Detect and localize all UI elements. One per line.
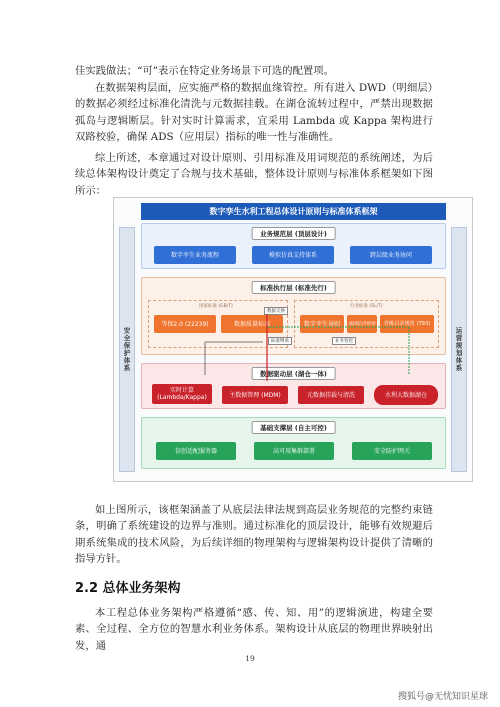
box-simulation: 模拟仿真支持体系: [252, 246, 334, 264]
security-bar-label: 安全保护体系: [122, 327, 131, 372]
layer-base-title: 基础支撑层 (自主可控): [251, 421, 336, 434]
box-twin-guideline: 数字孪生导则: [300, 315, 344, 333]
tag-business-control: 业务管控: [332, 337, 356, 345]
industry-standards-label: 行业标准 (SL/T): [350, 304, 383, 309]
layer-standards: [141, 277, 446, 355]
box-mdm: 主数据管理 (MDM): [222, 386, 288, 404]
diagram-title: 数字孪生水利工程总体设计原则与标准体系框架: [141, 203, 446, 220]
layer-data: [141, 363, 446, 409]
paragraph-1: 佳实践做法；“可”表示在特定业务场景下可选的配置项。: [75, 65, 334, 77]
section-heading: 2.2 总体业务架构: [75, 581, 181, 596]
operation-bar-label: 运营规划体系: [454, 327, 463, 372]
box-data-lake: 水利大数据湖仓: [374, 385, 438, 405]
box-flood-plan: 流域防洪规划: [347, 315, 377, 333]
national-standards-label: 国家标准 (GB/T): [199, 304, 233, 309]
box-mlps: 等保2.0 (22239): [154, 315, 216, 333]
layer-standards-title: 标准执行层 (标准先行): [251, 281, 336, 294]
box-cross-level: 跨层级业务协同: [350, 246, 432, 264]
watermark-text: 搜狐号@无忧知识星球: [397, 692, 488, 702]
box-ha-cluster: 高可用集群部署: [254, 442, 334, 460]
box-metadata: 元数据挂载与清洗: [298, 386, 364, 404]
box-realtime: 实时计算 (Lambda/Kappa): [152, 384, 212, 404]
layer-data-title: 数据驱动层 (湖仓一体): [251, 367, 336, 380]
box-security-gateway: 安全防护网关: [352, 442, 432, 460]
layer-business-title: 业务规范层 (顶层设计): [251, 227, 336, 240]
paragraph-5: 本工程总体业务架构严格遵循“感、传、知、用”的逻辑演进，构建全要素、全过程、全方位的智慧水利业务体系。架构设计从底层的物理世界映射出发，通: [75, 607, 433, 652]
box-data-quality: 数据质量标准: [221, 315, 283, 333]
paragraph-4: 如上图所示，该框架涵盖了从底层法律法规到高层业务规范的完整约束链条，明确了系统建设的边界与准则。通过标准化的顶层设计，能够有效规避后期系统集成的技术风险，为后续详细的物理架构与逻辑架构设计提供了清晰的指导方针。: [75, 504, 433, 566]
box-twin-process: 数字孪生业务流程: [154, 246, 236, 264]
security-bar: [119, 227, 135, 472]
layer-base: [141, 417, 446, 469]
tag-data-exchange: 数据交换: [264, 307, 288, 315]
paragraph-2: 在数据架构层面，应实施严格的数据血缘管控。所有进入 DWD（明细层）的数据必须经过标准化清洗与元数据挂载。在湖仓流转过程中，严禁出现数据孤岛与逻辑断层。针对实时计算需求，宜采用 Lambda 或 Kappa 架构进行双路校验，确保 ADS（应用层）指标的唯一性与准确性。: [75, 82, 433, 144]
layer-business: [141, 223, 446, 269]
framework-diagram: [113, 197, 473, 482]
operation-bar: [451, 227, 467, 472]
page-number: 19: [245, 654, 255, 663]
tag-standard-inherit: 标准继承: [268, 337, 292, 345]
box-xinchuang-server: 信创适配服务器: [156, 442, 236, 460]
box-provincial-catalog: 省级目录规范 (T93): [380, 315, 434, 333]
paragraph-3: 综上所述，本章通过对设计原则、引用标准及用词规范的系统阐述，为后续总体架构设计奠定了合规与技术基础，整体设计原则与标准体系框架如下图所示：: [75, 152, 433, 197]
